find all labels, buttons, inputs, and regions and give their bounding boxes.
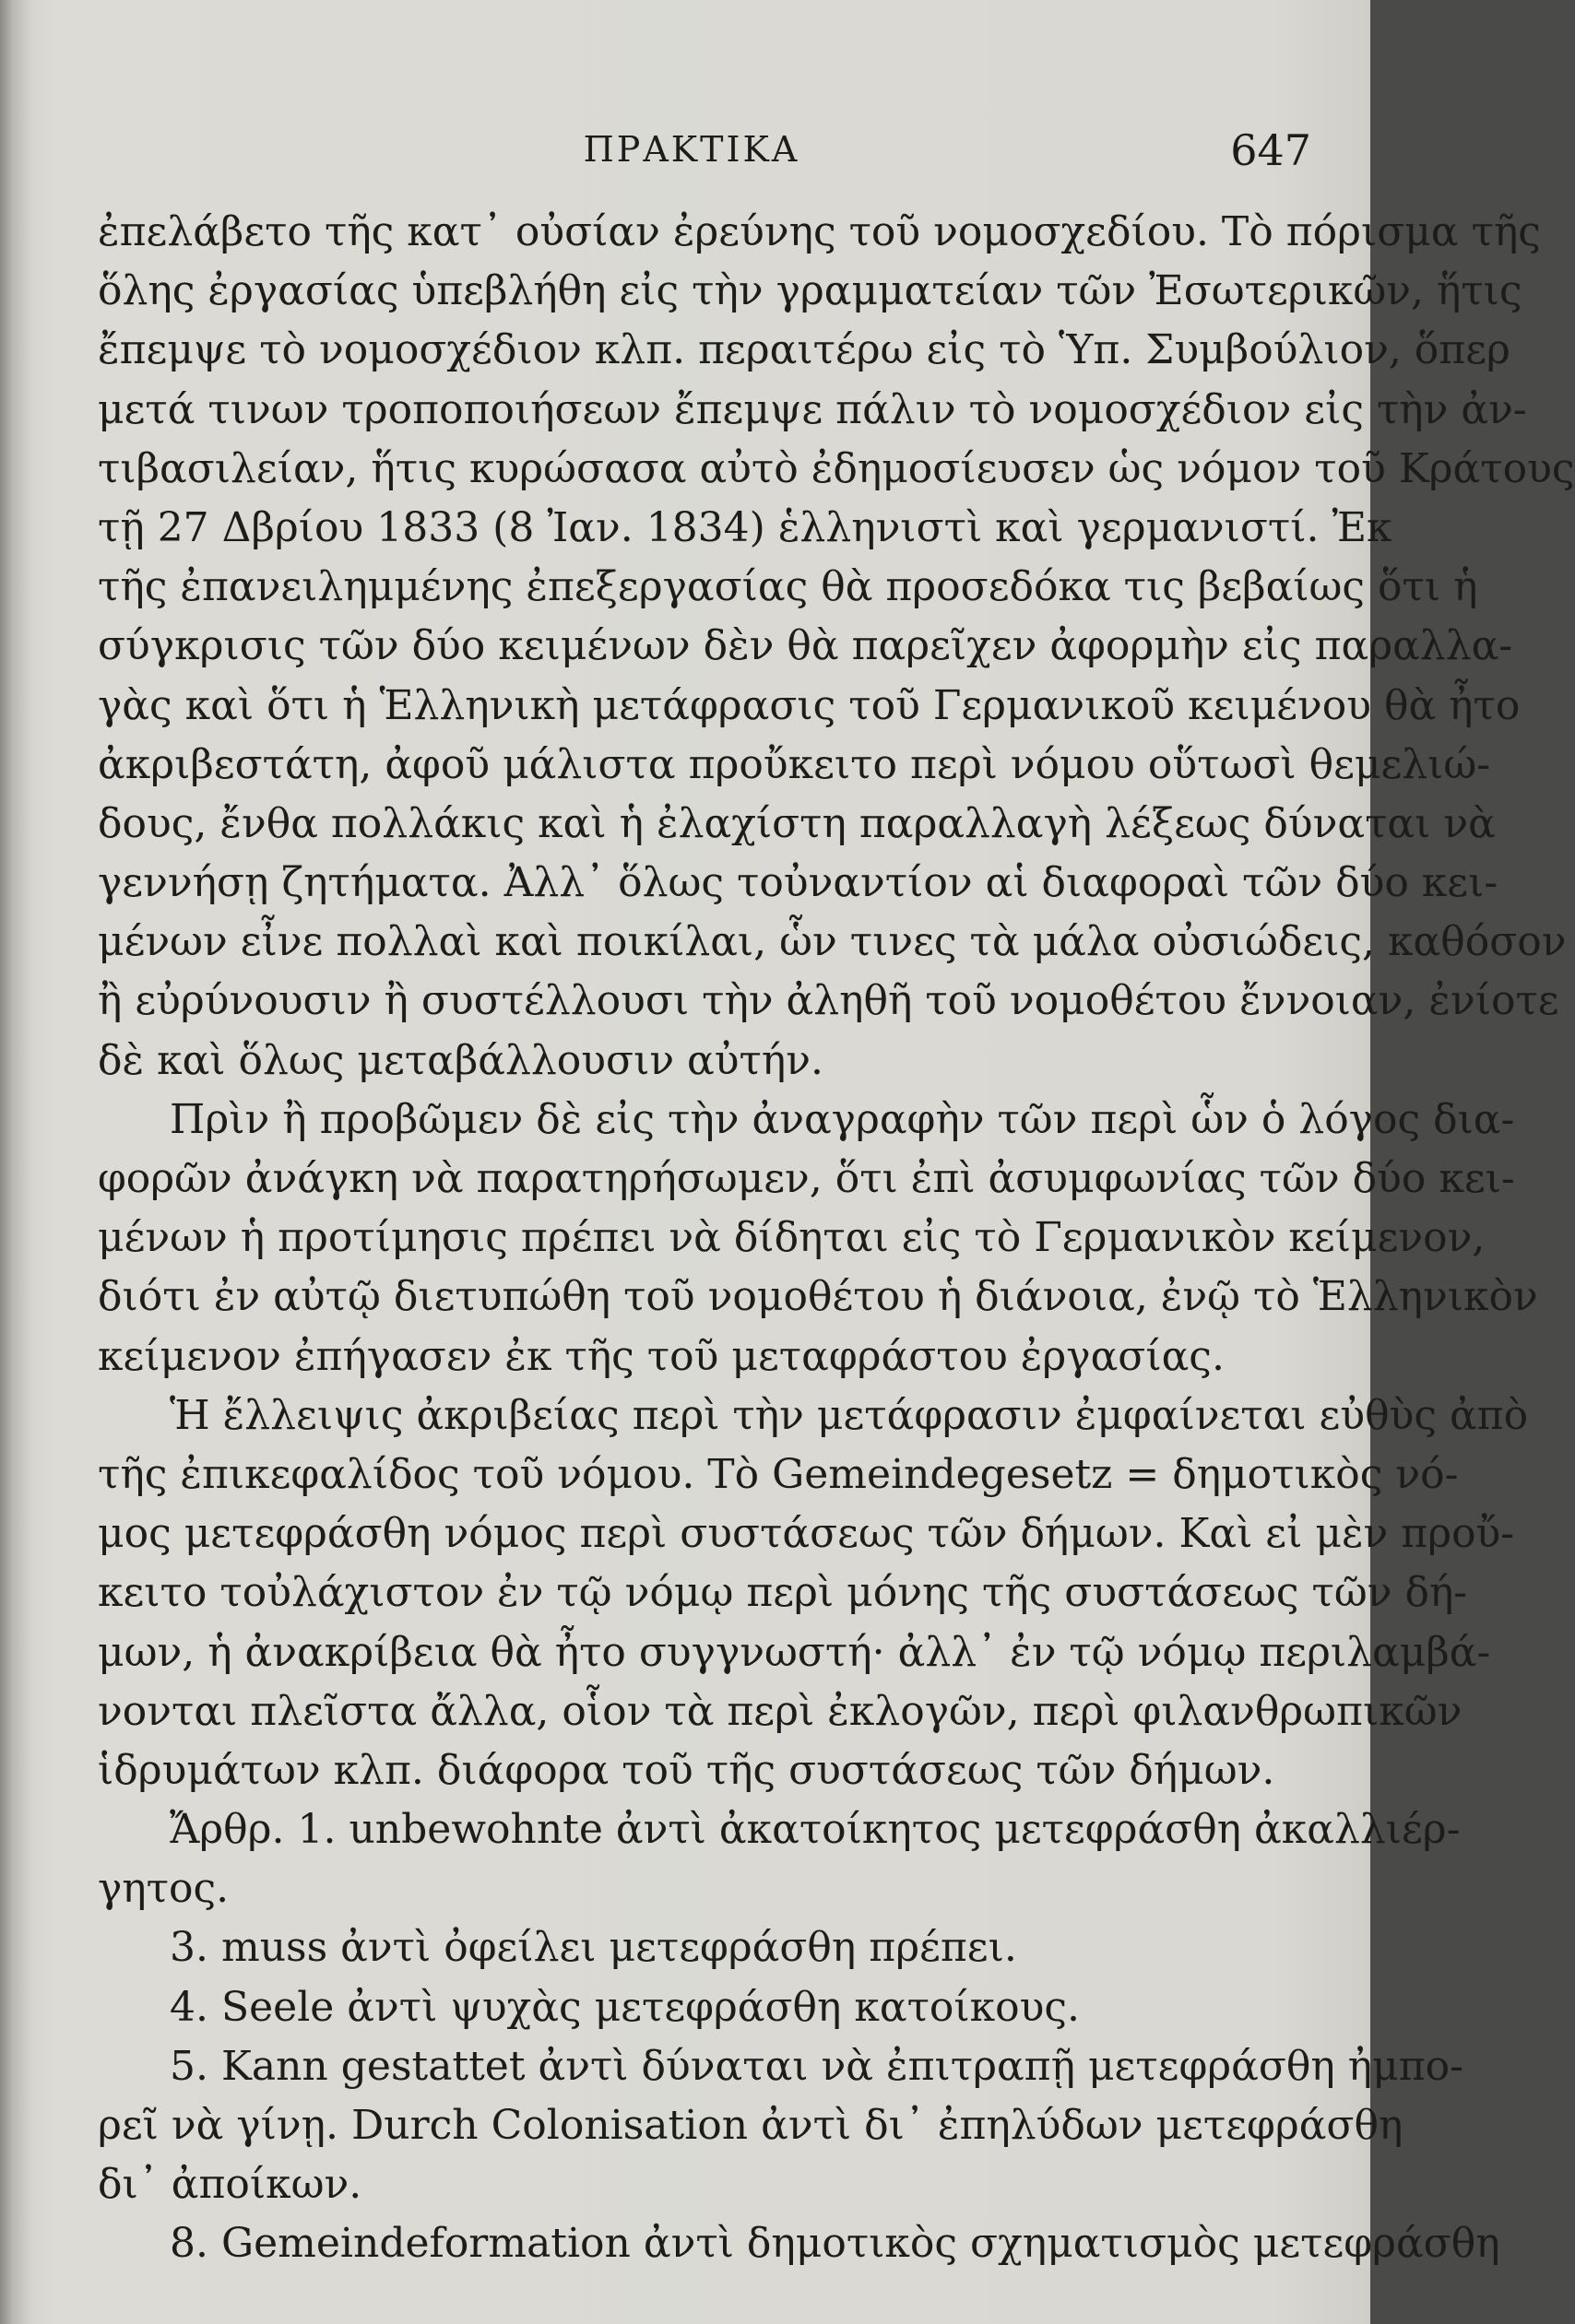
text-line: μων, ἡ ἀνακρίβεια θὰ ἦτο συγγνωστή· ἀλλ᾽ ἐν τῷ νόμῳ περιλαμβά- (98, 1628, 1491, 1676)
text-line: σύγκρισις τῶν δύο κειμένων δὲν θὰ παρεῖχεν ἀφορμὴν εἰς παραλλα- (98, 622, 1513, 670)
text-line: μετά τινων τροποποιήσεων ἔπεμψε πάλιν τὸ νομοσχέδιον εἰς τὴν ἀν- (98, 385, 1527, 433)
text-line: ρεῖ νὰ γίνῃ. Durch Colonisation ἀντὶ δι᾽ ἐπηλύδων μετεφράσθη (98, 2102, 1403, 2149)
text-line: 4. Seele ἀντὶ ψυχὰς μετεφράσθη κατοίκους. (170, 1983, 1081, 2031)
text-line: Πρὶν ἢ προβῶμεν δὲ εἰς τὴν ἀναγραφὴν τῶν περὶ ὧν ὁ λόγος δια- (170, 1095, 1515, 1143)
text-line: μος μετεφράσθη νόμος περὶ συστάσεως τῶν δήμων. Καὶ εἰ μὲν προὔ- (98, 1510, 1515, 1558)
text-line: ἔπεμψε τὸ νομοσχέδιον κλπ. περαιτέρω εἰς τὸ Ὑπ. Συμβούλιον, ὅπερ (98, 326, 1510, 374)
text-line: τῇ 27 Δβρίου 1833 (8 Ἰαν. 1834) ἑλληνιστὶ καὶ γερμανιστί. Ἐκ (98, 503, 1392, 551)
page-header-title: ΠΡΑΚΤΙΚΑ (583, 129, 800, 170)
text-line: δὲ καὶ ὅλως μεταβάλλουσιν αὐτήν. (98, 1036, 823, 1084)
book-page (28, 0, 1575, 2324)
text-line: ἢ εὐρύνουσιν ἢ συστέλλουσι τὴν ἀληθῆ τοῦ νομοθέτου ἔννοιαν, ἐνίοτε (98, 977, 1559, 1025)
text-line: ἐπελάβετο τῆς κατ᾽ οὐσίαν ἐρεύνης τοῦ νομοσχεδίου. Τὸ πόρισμα τῆς (98, 208, 1541, 255)
text-line: Ἡ ἔλλειψις ἀκριβείας περὶ τὴν μετάφρασιν ἐμφαίνεται εὐθὺς ἀπὸ (170, 1391, 1529, 1439)
text-line: ἱδρυμάτων κλπ. διάφορα τοῦ τῆς συστάσεως τῶν δήμων. (98, 1746, 1275, 1794)
text-line: κείμενον ἐπήγασεν ἐκ τῆς τοῦ μεταφράστου ἐργασίας. (98, 1332, 1225, 1380)
text-line: γεννήσῃ ζητήματα. Ἀλλ᾽ ὅλως τοὐναντίον αἱ διαφοραὶ τῶν δύο κει- (98, 859, 1498, 907)
text-line: νονται πλεῖστα ἄλλα, οἷον τὰ περὶ ἐκλογῶν, περὶ φιλανθρωπικῶν (98, 1687, 1462, 1735)
body-text (98, 203, 1575, 2274)
text-line: γητος. (98, 1865, 230, 1913)
text-line: τῆς ἐπικεφαλίδος τοῦ νόμου. Τὸ Gemeindegesetz = δημοτικὸς νό- (98, 1450, 1459, 1498)
text-line: φορῶν ἀνάγκη νὰ παρατηρήσωμεν, ὅτι ἐπὶ ἀσυμφωνίας τῶν δύο κει- (98, 1155, 1515, 1202)
text-line: κειτο τοὐλάχιστον ἐν τῷ νόμῳ περὶ μόνης τῆς συστάσεως τῶν δή- (98, 1569, 1468, 1617)
text-line: Ἄρθρ. 1. unbewohnte ἀντὶ ἀκατοίκητος μετεφράσθη ἀκαλλιέρ- (170, 1806, 1461, 1854)
text-line: ἀκριβεστάτη, ἀφοῦ μάλιστα προὔκειτο περὶ νόμου οὕτωσὶ θεμελιώ- (98, 740, 1491, 788)
text-line: 3. muss ἀντὶ ὀφείλει μετεφράσθη πρέπει. (170, 1924, 1017, 1972)
text-line: μένων ἡ προτίμησις πρέπει νὰ δίδηται εἰς τὸ Γερμανικὸν κείμενον, (98, 1214, 1486, 1262)
text-line: δους, ἔνθα πολλάκις καὶ ἡ ἐλαχίστη παραλλαγὴ λέξεως δύναται νὰ (98, 799, 1496, 847)
text-line: τῆς ἐπανειλημμένης ἐπεξεργασίας θὰ προσεδόκα τις βεβαίως ὅτι ἡ (98, 563, 1478, 611)
text-line: ὅλης ἐργασίας ὑπεβλήθη εἰς τὴν γραμματείαν τῶν Ἐσωτερικῶν, ἥτις (98, 267, 1522, 315)
text-line: 8. Gemeindeformation ἀντὶ δημοτικὸς σχηματισμὸς μετεφράσθη (170, 2220, 1500, 2268)
text-line: μένων εἶνε πολλαὶ καὶ ποικίλαι, ὧν τινες τὰ μάλα οὐσιώδεις, καθόσον (98, 918, 1567, 966)
text-line: διότι ἐν αὐτῷ διετυπώθη τοῦ νομοθέτου ἡ διάνοια, ἐνῷ τὸ Ἑλληνικὸν (98, 1273, 1538, 1321)
page-number: 647 (1230, 125, 1311, 175)
running-head (28, 125, 1356, 184)
text-line: τιβασιλείαν, ἥτις κυρώσασα αὐτὸ ἐδημοσίευσεν ὡς νόμον τοῦ Κράτους (98, 444, 1575, 492)
text-line: γὰς καὶ ὅτι ἡ Ἑλληνικὴ μετάφρασις τοῦ Γερμανικοῦ κειμένου θὰ ἦτο (98, 681, 1521, 729)
text-line: 5. Kann gestattet ἀντὶ δύναται νὰ ἐπιτραπῇ μετεφράσθη ἠμπο- (170, 2042, 1463, 2090)
text-line: δι᾽ ἀποίκων. (98, 2161, 362, 2209)
